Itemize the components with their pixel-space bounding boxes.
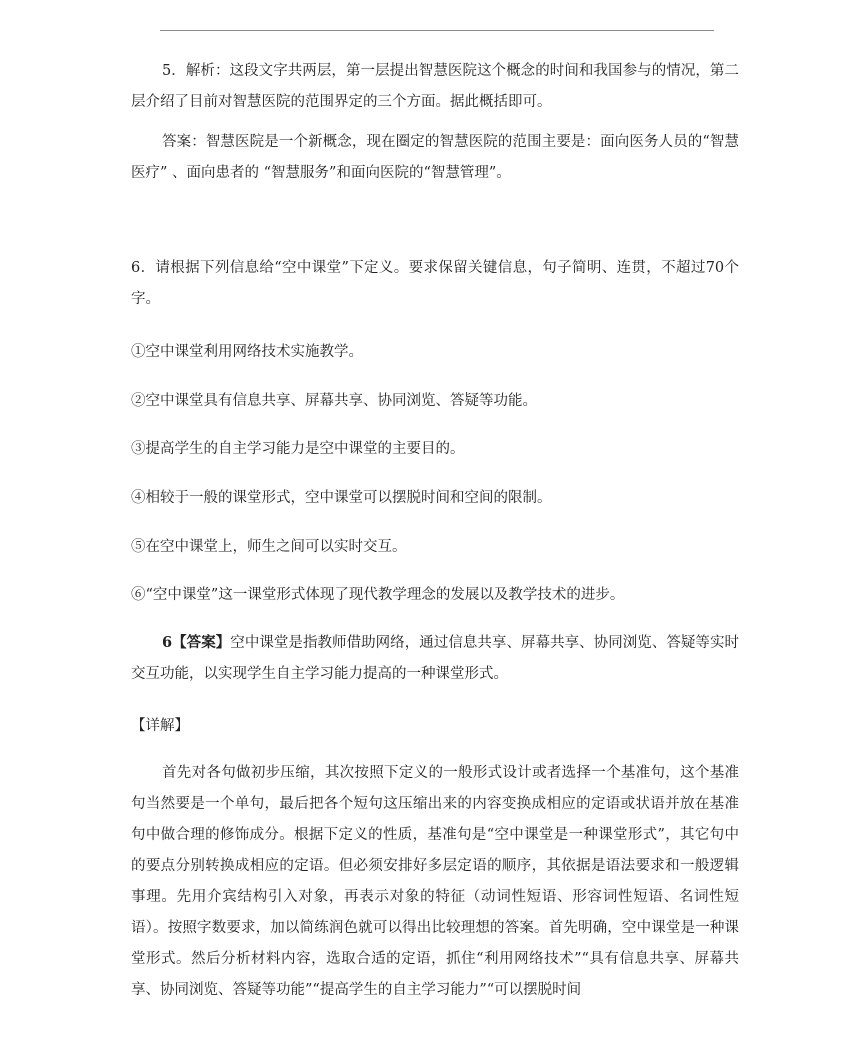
- q6-item-3: ③提高学生的自主学习能力是空中课堂的主要目的。: [131, 441, 465, 457]
- q6-answer: [131, 627, 739, 690]
- q6-answer-text: 空中课堂是指教师借助网络，通过信息共享、屏幕共享、协同浏览、答疑等实时交互功能，以实现学生自主学习能力提高的一种课堂形式。: [131, 635, 740, 682]
- header-rule: [160, 30, 714, 31]
- q6-detail-text: 首先对各句做初步压缩，其次按照下定义的一般形式设计或者选择一个基准句，这个基准句当然要是一个单句，最后把各个短句这压缩出来的内容变换成相应的定语或状语并放在基准句中做合理的修饰成分。根据下定义的性质，基准句是“空中课堂是一种课堂形式”，其它句中的要点分别转换成相应的定语。但必须安排好多层定语的顺序，其依据是语法要求和一般逻辑事理。先用介宾结构引入对象，再表示对象的特征（动词性短语、形容词性短语、名词性短语）。按照字数要求，加以简练润色就可以得出比较理想的答案。首先明确，空中课堂是一种课堂形式。然后分析材料内容，选取合适的定语，抓住“利用网络技术”“具有信息共享、屏幕共享、协同浏览、答疑等功能”“提高学生的自主学习能力”“可以摆脱时间: [131, 765, 739, 998]
- q6-item-5: ⑤在空中课堂上，师生之间可以实时交互。: [131, 539, 407, 555]
- q6-item-6: ⑥“空中课堂”这一课堂形式体现了现代教学理念的发展以及教学技术的进步。: [131, 587, 625, 603]
- q5-answer: 答案：智慧医院是一个新概念，现在圈定的智慧医院的范围主要是：面向医务人员的“智慧医疗” 、面向患者的 “智慧服务”和面向医院的“智慧管理”。: [131, 134, 739, 181]
- q6-detail-label: 【详解】: [131, 718, 189, 734]
- q5-analysis: 5．解析：这段文字共两层，第一层提出智慧医院这个概念的时间和我国参与的情况，第二层介绍了目前对智慧医院的范围界定的三个方面。据此概括即可。: [131, 63, 739, 110]
- q6-item-1: ①空中课堂利用网络技术实施教学。: [131, 344, 363, 360]
- q6-question: 6．请根据下列信息给“空中课堂”下定义。要求保留关键信息，句子简明、连贯，不超过70个字。: [131, 260, 739, 307]
- q6-item-2: ②空中课堂具有信息共享、屏幕共享、协同浏览、答疑等功能。: [131, 393, 537, 409]
- q6-answer-label: 6【答案】: [162, 634, 231, 651]
- q6-item-4: ④相较于一般的课堂形式，空中课堂可以摆脱时间和空间的限制。: [131, 490, 552, 506]
